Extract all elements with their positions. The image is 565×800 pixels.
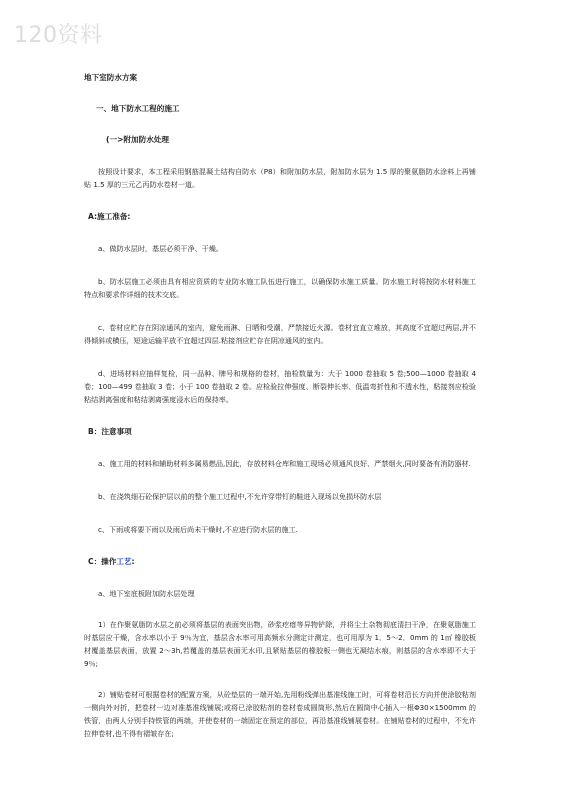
operation-step-2: 2）铺贴卷材可根据卷材的配置方案，从砼垫层的一端开始,先用粉线弹出基准线施工时，可将卷材沿长方向并使涂胶粘剂一侧向外对折，把卷材一边对准基准线铺展;或将已涂胶粘剂的卷材卷成圆筒形,然后在圆筒中心插入一根Φ30×1500mm 的铁管，由两人分别手持铁管的两端，并使卷材的一端固定在预定的部位，再沿基准线铺展卷材。在铺贴卷材的过程中，不允许拉伸卷材,也不得有褶皱存在; [84,690,476,738]
prep-item-d: d、进场材料应抽样复检，同一品种、牌号和规格的卷材，抽检数量为：大于 1000 卷抽取 5 卷;500—1000 卷抽取 4 卷；100—499 卷抽取 3 卷；小于 100 卷抽取 2 卷。应检验拉伸强度、断裂伸长率、低温弯折性和不透水性，粘接剂应检验粘结剥离强度和粘结剥离强度浸水后的保持率。 [84,369,476,404]
process-link[interactable]: 工艺 [116,557,132,566]
operation-item-a: a、地下室底板附加防水层处理 [98,589,195,598]
prep-item-a: a、做防水层时，基层必须干净、干燥。 [98,244,223,253]
section-heading-1: 一、地下防水工程的施工 [96,104,180,113]
doc-title: 地下室防水方案 [84,73,138,82]
intro-paragraph: 按照设计要求，本工程采用钢筋混凝土结构自防水（P8）和附加防水层，附加防水层为 1.5 厚的聚氨脂防水涂料上再铺贴 1.5 厚的三元乙丙防水卷材一道。 [84,167,476,189]
part-a-heading: A:施工准备: [88,212,131,221]
part-c-heading [88,556,476,567]
note-item-c: c、下雨或将要下雨以及雨后尚未干燥时,不应进行防水层的施工. [98,525,298,534]
operation-step-1: 1）在作聚氨脂防水层之前必须将基层的表面突出物，砂浆疙瘩等异物铲除，并将尘土杂物彻底清扫干净，在聚氨脂施工时基层应干燥，含水率以小于 9％为宜，基层含水率可用高频水分测定计测定，也可用厚为 1．5～2．0mm 的 1㎡ 橡胶板材覆盖基层表面，放置 2～3h,若覆盖的基层表面无水印,且紧贴基层的橡胶板一侧也无凝结水痕，则基层的含水率即不大于 9％; [84,620,476,668]
prep-item-b: b、防水层施工必须由具有相应资质的专业防水施工队伍进行施工，以确保防水施工质量。防水施工时将按防水材料施工特点和要求作详细的技术交底。 [84,277,476,299]
document-body [84,72,476,758]
part-b-heading: B：注意事项 [88,427,132,436]
note-item-a: a、施工用的材料和辅助材料多属易燃品,因此，存放材料仓库和施工现场必须通风良好、严禁烟火,同时要备有消防器材. [98,459,471,468]
part-c-prefix: C：操作 [88,557,117,566]
watermark-logo: 120资料 [14,23,103,48]
subsection-heading-1: (一>附加防水处理 [106,135,169,144]
note-item-b: b、在浇筑细石砼保护层以前的整个施工过程中,不允许穿带钉的鞋进入现场以免损坏防水层 [98,492,382,501]
prep-item-c: c、卷材应贮存在阴凉通风的室内，避免雨淋、日晒和受潮，严禁接近火源。卷材宜直立堆放，其高度不宜超过两层,并不得倾斜或横压，短途运输平放不宜超过四层.粘接剂应贮存在阴凉通风的室内。 [84,323,476,345]
part-c-suffix: : [131,557,135,566]
